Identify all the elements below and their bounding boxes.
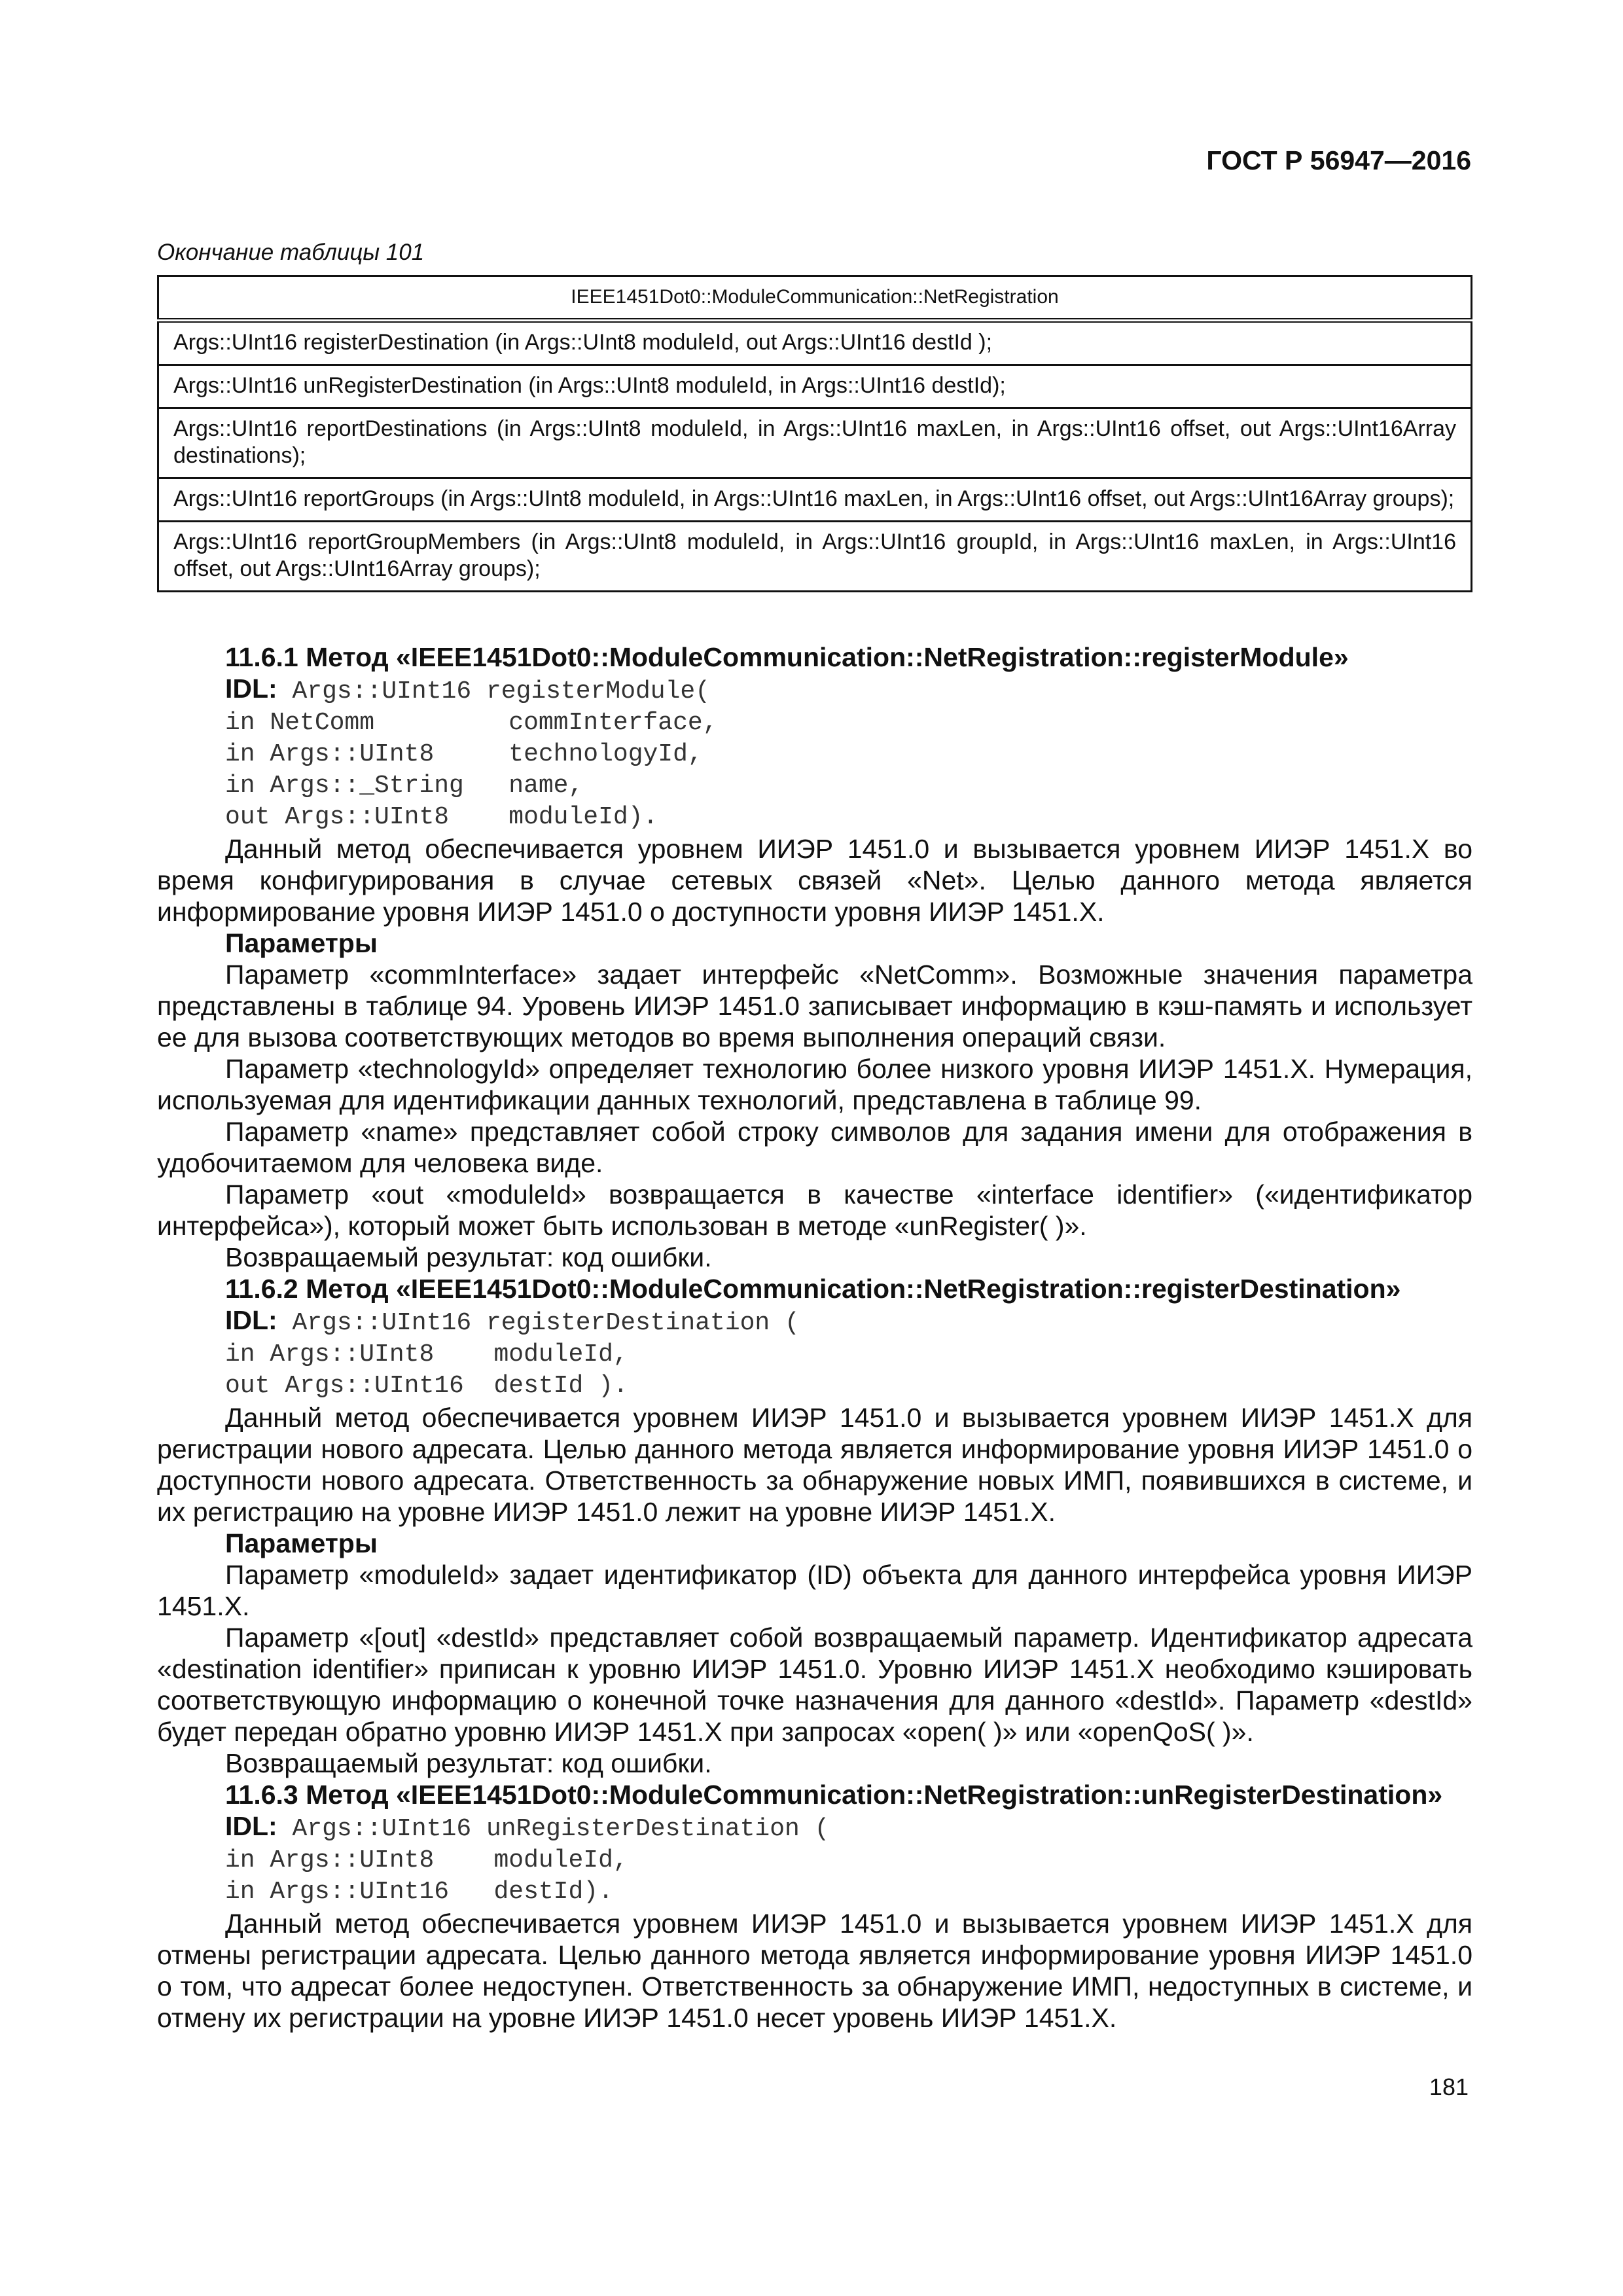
- page-number: 181: [1429, 2073, 1469, 2100]
- parameters-heading: Параметры: [225, 928, 378, 958]
- idl-signature: Args::UInt16 registerDestination (: [277, 1309, 800, 1337]
- main-content: [157, 641, 1472, 2034]
- idl-label: IDL:: [225, 673, 277, 704]
- section-heading-unregister-destination: 11.6.3 Метод «IEEE1451Dot0::ModuleCommunication::NetRegistration::unRegisterDestination»: [225, 1780, 1443, 1810]
- net-registration-table: [157, 275, 1472, 592]
- parameter-paragraph: Параметр «out «moduleId» возвращается в качестве «interface identifier» («идентификатор интерфейса»), который может быть использован в методе «unRegister( )».: [157, 1179, 1472, 1241]
- idl-signature: Args::UInt16 registerModule(: [277, 677, 711, 706]
- parameter-paragraph: Параметр «name» представляет собой строку символов для задания имени для отображения в удобочитаемом для человека виде.: [157, 1117, 1472, 1178]
- idl-code-line: [157, 1810, 1472, 1845]
- table-row: Args::UInt16 reportGroups (in Args::UInt8 moduleId, in Args::UInt16 maxLen, in Args::UInt16 offset, out Args::UInt16Array groups);: [158, 478, 1472, 522]
- parameter-paragraph: Параметр «technologyId» определяет технологию более низкого уровня ИИЭР 1451.X. Нумерация, используемая для идентификации данных технологий, представлена в таблице 99.: [157, 1054, 1472, 1115]
- parameter-paragraph: Параметр «moduleId» задает идентификатор (ID) объекта для данного интерфейса уровня ИИЭР 1451.X.: [157, 1560, 1472, 1621]
- table-row: Args::UInt16 reportGroupMembers (in Args::UInt8 moduleId, in Args::UInt16 groupId, in Args::UInt16 maxLen, in Args::UInt16 offset, out Args::UInt16Array groups);: [158, 522, 1472, 592]
- idl-code-line: [157, 673, 1472, 708]
- section-heading-register-destination: 11.6.2 Метод «IEEE1451Dot0::ModuleCommunication::NetRegistration::registerDestination»: [225, 1274, 1401, 1304]
- table-row: Args::UInt16 registerDestination (in Args::UInt8 moduleId, out Args::UInt16 destId );: [158, 321, 1472, 365]
- parameters-heading: Параметры: [225, 1528, 378, 1558]
- parameter-paragraph: Параметр «[out] «destId» представляет собой возвращаемый параметр. Идентификатор адресата «destination identifier» приписан к уровню ИИЭР 1451.0. Уровню ИИЭР 1451.X необходимо кэшировать соответствующую информацию о конечной точке назначения для данного «destId». Параметр «destId» будет передан обратно уровню ИИЭР 1451.X при запросах «open( )» или «openQoS( )».: [157, 1623, 1472, 1747]
- idl-code-line: in Args::UInt8 technologyId,: [225, 740, 703, 768]
- section-heading-register-module: 11.6.1 Метод «IEEE1451Dot0::ModuleCommunication::NetRegistration::registerModule»: [225, 642, 1349, 672]
- table-row: Args::UInt16 reportDestinations (in Args::UInt8 moduleId, in Args::UInt16 maxLen, in Args::UInt16 offset, out Args::UInt16Array destinations);: [158, 408, 1472, 478]
- idl-code-line: in Args::_String name,: [225, 772, 584, 800]
- table-row: Args::UInt16 unRegisterDestination (in Args::UInt8 moduleId, in Args::UInt16 destId);: [158, 365, 1472, 408]
- idl-code-line: [157, 1304, 1472, 1339]
- table-header: IEEE1451Dot0::ModuleCommunication::NetRegistration: [158, 276, 1472, 321]
- idl-signature: Args::UInt16 unRegisterDestination (: [277, 1815, 830, 1843]
- idl-code-line: out Args::UInt8 moduleId).: [225, 803, 658, 831]
- idl-code-line: in Args::UInt8 moduleId,: [225, 1846, 628, 1874]
- method-description: Данный метод обеспечивается уровнем ИИЭР 1451.0 и вызывается уровнем ИИЭР 1451.X для регистрации нового адресата. Целью данного метода является информирование уровня ИИЭР 1451.0 о доступности нового адресата. Ответственность за обнаружение новых ИМП, появившихся в системе, и их регистрацию на уровне ИИЭР 1451.0 лежит на уровне ИИЭР 1451.X.: [157, 1403, 1472, 1527]
- table-caption: Окончание таблицы 101: [157, 240, 425, 265]
- idl-code-line: in Args::UInt16 destId).: [225, 1878, 613, 1906]
- idl-label: IDL:: [225, 1811, 277, 1841]
- parameter-paragraph: Параметр «commInterface» задает интерфейс «NetComm». Возможные значения параметра представлены в таблице 94. Уровень ИИЭР 1451.0 записывает информацию в кэш-память и использует ее для вызова соответствующих методов во время выполнения операций связи.: [157, 960, 1472, 1052]
- return-value-text: Возвращаемый результат: код ошибки.: [225, 1748, 712, 1778]
- method-description: Данный метод обеспечивается уровнем ИИЭР 1451.0 и вызывается уровнем ИИЭР 1451.X во время конфигурирования в случае сетевых связей «Net». Целью данного метода является информирование уровня ИИЭР 1451.0 о доступности уровня ИИЭР 1451.X.: [157, 834, 1472, 927]
- document-standard-id: ГОСТ Р 56947—2016: [1206, 145, 1471, 175]
- idl-label: IDL:: [225, 1305, 277, 1335]
- method-description: Данный метод обеспечивается уровнем ИИЭР 1451.0 и вызывается уровнем ИИЭР 1451.X для отмены регистрации адресата. Целью данного метода является информирование уровня ИИЭР 1451.0 о том, что адресат более недоступен. Ответственность за обнаружение ИМП, недоступных в системе, и отмену их регистрации на уровне ИИЭР 1451.0 несет уровень ИИЭР 1451.X.: [157, 1909, 1472, 2033]
- idl-code-line: out Args::UInt16 destId ).: [225, 1372, 628, 1400]
- return-value-text: Возвращаемый результат: код ошибки.: [225, 1242, 712, 1272]
- idl-code-line: in NetComm commInterface,: [225, 709, 718, 737]
- idl-code-line: in Args::UInt8 moduleId,: [225, 1340, 628, 1369]
